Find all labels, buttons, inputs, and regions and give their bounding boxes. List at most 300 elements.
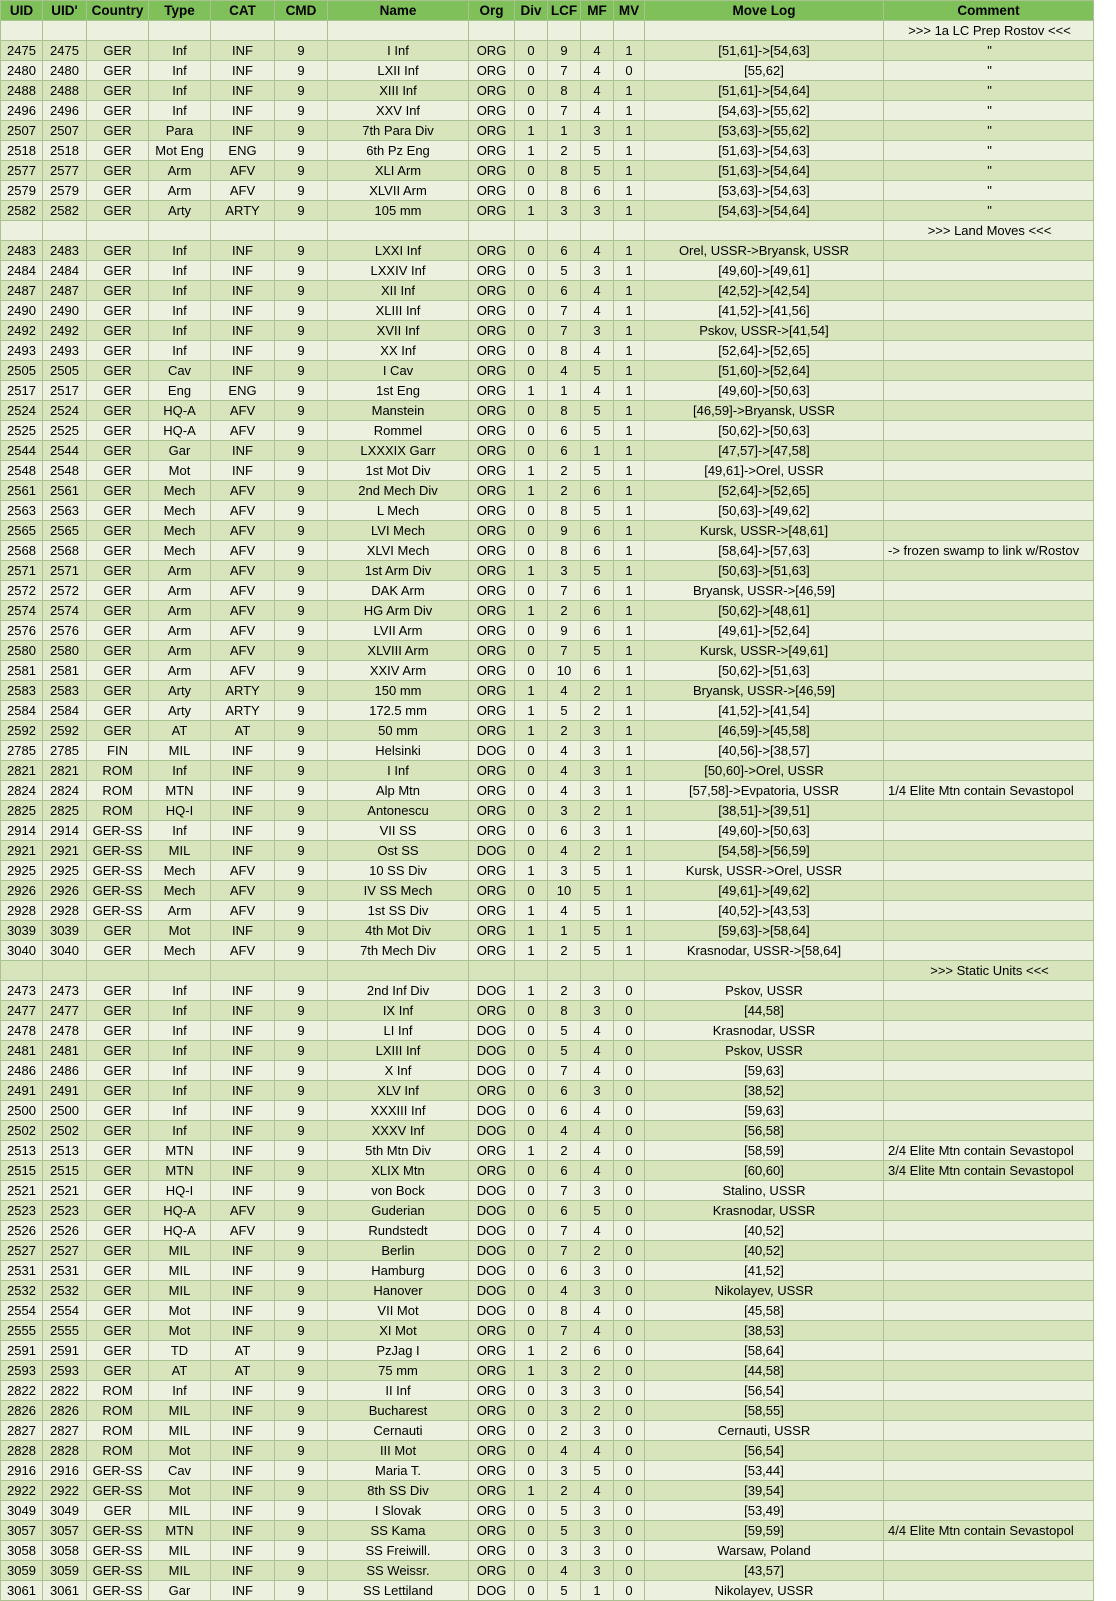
cell-comment[interactable] bbox=[884, 741, 1094, 761]
cell-uid[interactable]: 2921 bbox=[1, 841, 43, 861]
cell-mv[interactable]: 1 bbox=[614, 681, 645, 701]
cell-country[interactable]: GER bbox=[87, 981, 149, 1001]
cell-cat[interactable]: AFV bbox=[211, 541, 275, 561]
cell-div[interactable]: 1 bbox=[515, 461, 548, 481]
cell-org[interactable]: ORG bbox=[469, 1081, 515, 1101]
cell-org[interactable]: ORG bbox=[469, 1441, 515, 1461]
cell-mv[interactable]: 1 bbox=[614, 441, 645, 461]
cell-cat[interactable]: AT bbox=[211, 1361, 275, 1381]
cell-type[interactable]: Inf bbox=[149, 281, 211, 301]
cell-move-log[interactable]: [54,63]->[54,64] bbox=[645, 201, 884, 221]
cell-lcf[interactable]: 9 bbox=[548, 41, 581, 61]
cell-cat[interactable]: INF bbox=[211, 1581, 275, 1601]
cell-uid-prime[interactable]: 2591 bbox=[43, 1341, 87, 1361]
cell-uid[interactable]: 2592 bbox=[1, 721, 43, 741]
cell-cmd[interactable] bbox=[275, 961, 328, 981]
cell-mv[interactable] bbox=[614, 21, 645, 41]
cell-type[interactable]: MIL bbox=[149, 1281, 211, 1301]
cell-mf[interactable]: 4 bbox=[581, 1161, 614, 1181]
cell-move-log[interactable]: [40,52] bbox=[645, 1221, 884, 1241]
cell-country[interactable]: GER bbox=[87, 1361, 149, 1381]
cell-move-log[interactable]: [38,53] bbox=[645, 1321, 884, 1341]
cell-div[interactable]: 0 bbox=[515, 1441, 548, 1461]
cell-move-log[interactable]: [49,61]->[49,62] bbox=[645, 881, 884, 901]
cell-name[interactable]: 105 mm bbox=[328, 201, 469, 221]
cell-cat[interactable]: INF bbox=[211, 1401, 275, 1421]
cell-div[interactable]: 1 bbox=[515, 1341, 548, 1361]
cell-mf[interactable]: 3 bbox=[581, 1561, 614, 1581]
cell-cmd[interactable]: 9 bbox=[275, 201, 328, 221]
cell-mf[interactable]: 5 bbox=[581, 901, 614, 921]
cell-cat[interactable]: INF bbox=[211, 321, 275, 341]
cell-lcf[interactable]: 6 bbox=[548, 821, 581, 841]
cell-lcf[interactable]: 5 bbox=[548, 1581, 581, 1601]
cell-uid[interactable]: 3040 bbox=[1, 941, 43, 961]
cell-cat[interactable]: AFV bbox=[211, 661, 275, 681]
cell-cmd[interactable]: 9 bbox=[275, 981, 328, 1001]
cell-mv[interactable]: 1 bbox=[614, 241, 645, 261]
cell-div[interactable]: 0 bbox=[515, 61, 548, 81]
cell-div[interactable]: 0 bbox=[515, 101, 548, 121]
cell-country[interactable]: GER bbox=[87, 1301, 149, 1321]
cell-comment[interactable] bbox=[884, 481, 1094, 501]
cell-uid[interactable]: 2523 bbox=[1, 1201, 43, 1221]
cell-move-log[interactable]: Krasnodar, USSR bbox=[645, 1201, 884, 1221]
cell-cat[interactable]: INF bbox=[211, 1281, 275, 1301]
cell-cat[interactable]: INF bbox=[211, 801, 275, 821]
cell-cat[interactable]: INF bbox=[211, 1121, 275, 1141]
cell-cmd[interactable]: 9 bbox=[275, 181, 328, 201]
cell-comment[interactable] bbox=[884, 521, 1094, 541]
cell-mv[interactable]: 1 bbox=[614, 901, 645, 921]
cell-cat[interactable]: INF bbox=[211, 441, 275, 461]
cell-div[interactable]: 0 bbox=[515, 1101, 548, 1121]
cell-org[interactable]: ORG bbox=[469, 1521, 515, 1541]
cell-comment[interactable] bbox=[884, 1321, 1094, 1341]
cell-comment[interactable] bbox=[884, 1061, 1094, 1081]
cell-cat[interactable]: INF bbox=[211, 921, 275, 941]
cell-mf[interactable]: 4 bbox=[581, 1101, 614, 1121]
cell-name[interactable]: Hanover bbox=[328, 1281, 469, 1301]
cell-type[interactable]: MTN bbox=[149, 781, 211, 801]
cell-comment[interactable] bbox=[884, 841, 1094, 861]
cell-comment[interactable] bbox=[884, 1581, 1094, 1601]
cell-uid[interactable]: 2785 bbox=[1, 741, 43, 761]
cell-move-log[interactable] bbox=[645, 961, 884, 981]
cell-type[interactable]: Mot bbox=[149, 1321, 211, 1341]
cell-country[interactable]: ROM bbox=[87, 1421, 149, 1441]
cell-org[interactable]: DOG bbox=[469, 1201, 515, 1221]
cell-lcf[interactable]: 7 bbox=[548, 101, 581, 121]
cell-uid[interactable]: 3057 bbox=[1, 1521, 43, 1541]
cell-move-log[interactable]: [46,59]->[45,58] bbox=[645, 721, 884, 741]
cell-uid[interactable]: 2822 bbox=[1, 1381, 43, 1401]
cell-mv[interactable]: 1 bbox=[614, 941, 645, 961]
cell-cat[interactable]: INF bbox=[211, 981, 275, 1001]
cell-move-log[interactable]: [49,61]->Orel, USSR bbox=[645, 461, 884, 481]
cell-uid-prime[interactable]: 2521 bbox=[43, 1181, 87, 1201]
cell-cmd[interactable]: 9 bbox=[275, 161, 328, 181]
cell-mv[interactable]: 1 bbox=[614, 741, 645, 761]
cell-name[interactable]: VII Mot bbox=[328, 1301, 469, 1321]
cell-uid[interactable]: 2825 bbox=[1, 801, 43, 821]
cell-name[interactable]: 1st Eng bbox=[328, 381, 469, 401]
cell-comment[interactable]: " bbox=[884, 181, 1094, 201]
cell-comment[interactable] bbox=[884, 821, 1094, 841]
cell-type[interactable]: MIL bbox=[149, 1541, 211, 1561]
cell-name[interactable]: XLVIII Arm bbox=[328, 641, 469, 661]
cell-country[interactable]: GER-SS bbox=[87, 1541, 149, 1561]
cell-uid-prime[interactable]: 2523 bbox=[43, 1201, 87, 1221]
cell-cmd[interactable]: 9 bbox=[275, 1321, 328, 1341]
cell-name[interactable]: XII Inf bbox=[328, 281, 469, 301]
cell-name[interactable]: 5th Mtn Div bbox=[328, 1141, 469, 1161]
cell-country[interactable]: GER-SS bbox=[87, 1461, 149, 1481]
cell-mf[interactable]: 5 bbox=[581, 881, 614, 901]
cell-mf[interactable]: 3 bbox=[581, 1421, 614, 1441]
col-header-div[interactable]: Div bbox=[515, 1, 548, 21]
cell-cat[interactable]: INF bbox=[211, 121, 275, 141]
cell-div[interactable]: 0 bbox=[515, 261, 548, 281]
cell-comment[interactable] bbox=[884, 661, 1094, 681]
cell-uid[interactable]: 2532 bbox=[1, 1281, 43, 1301]
cell-div[interactable]: 1 bbox=[515, 701, 548, 721]
cell-div[interactable]: 1 bbox=[515, 381, 548, 401]
cell-move-log[interactable]: [41,52]->[41,54] bbox=[645, 701, 884, 721]
cell-mf[interactable]: 2 bbox=[581, 841, 614, 861]
cell-mv[interactable]: 1 bbox=[614, 861, 645, 881]
cell-comment[interactable] bbox=[884, 501, 1094, 521]
cell-country[interactable]: GER-SS bbox=[87, 841, 149, 861]
cell-lcf[interactable]: 3 bbox=[548, 1361, 581, 1381]
cell-type[interactable]: Mech bbox=[149, 541, 211, 561]
cell-lcf[interactable]: 4 bbox=[548, 1561, 581, 1581]
cell-name[interactable]: 6th Pz Eng bbox=[328, 141, 469, 161]
cell-lcf[interactable]: 4 bbox=[548, 761, 581, 781]
cell-mf[interactable]: 3 bbox=[581, 1001, 614, 1021]
cell-uid-prime[interactable]: 2574 bbox=[43, 601, 87, 621]
cell-cat[interactable] bbox=[211, 221, 275, 241]
cell-country[interactable]: GER bbox=[87, 541, 149, 561]
cell-name[interactable]: Hamburg bbox=[328, 1261, 469, 1281]
cell-cmd[interactable]: 9 bbox=[275, 541, 328, 561]
cell-move-log[interactable]: Kursk, USSR->[49,61] bbox=[645, 641, 884, 661]
cell-cmd[interactable]: 9 bbox=[275, 721, 328, 741]
cell-cat[interactable]: INF bbox=[211, 1561, 275, 1581]
cell-comment[interactable] bbox=[884, 861, 1094, 881]
cell-cat[interactable]: INF bbox=[211, 1461, 275, 1481]
cell-name[interactable]: IX Inf bbox=[328, 1001, 469, 1021]
cell-type[interactable]: Arty bbox=[149, 701, 211, 721]
cell-mv[interactable]: 0 bbox=[614, 61, 645, 81]
cell-mv[interactable]: 1 bbox=[614, 181, 645, 201]
cell-country[interactable]: GER bbox=[87, 701, 149, 721]
cell-org[interactable]: ORG bbox=[469, 121, 515, 141]
cell-cat[interactable]: INF bbox=[211, 281, 275, 301]
cell-org[interactable]: ORG bbox=[469, 1141, 515, 1161]
cell-div[interactable]: 0 bbox=[515, 501, 548, 521]
cell-type[interactable]: Inf bbox=[149, 1081, 211, 1101]
cell-cmd[interactable]: 9 bbox=[275, 1041, 328, 1061]
cell-country[interactable]: GER bbox=[87, 1141, 149, 1161]
cell-mf[interactable]: 1 bbox=[581, 441, 614, 461]
cell-uid-prime[interactable]: 2477 bbox=[43, 1001, 87, 1021]
cell-cat[interactable]: INF bbox=[211, 1521, 275, 1541]
cell-country[interactable]: GER bbox=[87, 1321, 149, 1341]
cell-org[interactable]: ORG bbox=[469, 641, 515, 661]
cell-uid[interactable]: 2492 bbox=[1, 321, 43, 341]
cell-cmd[interactable]: 9 bbox=[275, 441, 328, 461]
cell-comment[interactable] bbox=[884, 1001, 1094, 1021]
cell-name[interactable] bbox=[328, 221, 469, 241]
cell-mv[interactable]: 1 bbox=[614, 561, 645, 581]
cell-type[interactable]: Mech bbox=[149, 521, 211, 541]
cell-move-log[interactable]: Bryansk, USSR->[46,59] bbox=[645, 681, 884, 701]
cell-uid[interactable]: 2484 bbox=[1, 261, 43, 281]
cell-uid[interactable]: 2544 bbox=[1, 441, 43, 461]
cell-country[interactable]: GER bbox=[87, 1021, 149, 1041]
cell-uid[interactable]: 2565 bbox=[1, 521, 43, 541]
cell-uid-prime[interactable]: 2579 bbox=[43, 181, 87, 201]
cell-lcf[interactable]: 5 bbox=[548, 701, 581, 721]
cell-lcf[interactable]: 2 bbox=[548, 141, 581, 161]
cell-org[interactable]: ORG bbox=[469, 101, 515, 121]
cell-comment[interactable] bbox=[884, 1541, 1094, 1561]
cell-cat[interactable]: INF bbox=[211, 1501, 275, 1521]
cell-move-log[interactable]: [51,63]->[54,63] bbox=[645, 141, 884, 161]
cell-lcf[interactable]: 2 bbox=[548, 1481, 581, 1501]
cell-cmd[interactable]: 9 bbox=[275, 701, 328, 721]
cell-cat[interactable]: INF bbox=[211, 1181, 275, 1201]
cell-country[interactable]: FIN bbox=[87, 741, 149, 761]
cell-type[interactable]: HQ-A bbox=[149, 401, 211, 421]
cell-country[interactable]: GER bbox=[87, 1241, 149, 1261]
cell-mv[interactable]: 0 bbox=[614, 1101, 645, 1121]
cell-uid-prime[interactable]: 2484 bbox=[43, 261, 87, 281]
cell-mf[interactable]: 2 bbox=[581, 801, 614, 821]
cell-country[interactable]: GER bbox=[87, 241, 149, 261]
cell-type[interactable]: HQ-A bbox=[149, 1221, 211, 1241]
cell-country[interactable]: GER bbox=[87, 81, 149, 101]
cell-move-log[interactable]: [54,58]->[56,59] bbox=[645, 841, 884, 861]
cell-comment[interactable] bbox=[884, 981, 1094, 1001]
cell-comment[interactable] bbox=[884, 1401, 1094, 1421]
cell-cat[interactable]: INF bbox=[211, 81, 275, 101]
cell-lcf[interactable]: 2 bbox=[548, 721, 581, 741]
cell-name[interactable]: LVI Mech bbox=[328, 521, 469, 541]
cell-org[interactable]: ORG bbox=[469, 881, 515, 901]
cell-org[interactable]: ORG bbox=[469, 1421, 515, 1441]
cell-uid[interactable]: 2486 bbox=[1, 1061, 43, 1081]
cell-country[interactable]: GER bbox=[87, 721, 149, 741]
cell-org[interactable]: DOG bbox=[469, 1221, 515, 1241]
cell-move-log[interactable]: [38,51]->[39,51] bbox=[645, 801, 884, 821]
cell-uid[interactable]: 2824 bbox=[1, 781, 43, 801]
cell-org[interactable]: ORG bbox=[469, 581, 515, 601]
cell-type[interactable]: Gar bbox=[149, 1581, 211, 1601]
cell-move-log[interactable]: [49,60]->[50,63] bbox=[645, 821, 884, 841]
cell-country[interactable]: GER bbox=[87, 481, 149, 501]
cell-cmd[interactable]: 9 bbox=[275, 681, 328, 701]
cell-comment[interactable] bbox=[884, 281, 1094, 301]
cell-move-log[interactable]: [40,52] bbox=[645, 1241, 884, 1261]
cell-cmd[interactable]: 9 bbox=[275, 641, 328, 661]
cell-uid-prime[interactable]: 2480 bbox=[43, 61, 87, 81]
cell-div[interactable]: 0 bbox=[515, 841, 548, 861]
cell-uid-prime[interactable]: 3058 bbox=[43, 1541, 87, 1561]
cell-mf[interactable]: 6 bbox=[581, 541, 614, 561]
cell-lcf[interactable]: 2 bbox=[548, 1341, 581, 1361]
cell-comment[interactable] bbox=[884, 1121, 1094, 1141]
cell-mv[interactable]: 0 bbox=[614, 1261, 645, 1281]
cell-org[interactable]: ORG bbox=[469, 401, 515, 421]
cell-name[interactable]: DAK Arm bbox=[328, 581, 469, 601]
cell-uid-prime[interactable]: 2532 bbox=[43, 1281, 87, 1301]
cell-mf[interactable]: 4 bbox=[581, 1301, 614, 1321]
cell-cmd[interactable]: 9 bbox=[275, 581, 328, 601]
cell-uid[interactable]: 2926 bbox=[1, 881, 43, 901]
cell-type[interactable]: Arm bbox=[149, 641, 211, 661]
cell-uid-prime[interactable]: 3061 bbox=[43, 1581, 87, 1601]
cell-mv[interactable]: 1 bbox=[614, 281, 645, 301]
cell-uid-prime[interactable] bbox=[43, 21, 87, 41]
cell-cmd[interactable]: 9 bbox=[275, 521, 328, 541]
cell-lcf[interactable]: 1 bbox=[548, 121, 581, 141]
cell-uid-prime[interactable]: 2517 bbox=[43, 381, 87, 401]
cell-org[interactable]: DOG bbox=[469, 1181, 515, 1201]
cell-type[interactable]: Inf bbox=[149, 1381, 211, 1401]
cell-cat[interactable]: INF bbox=[211, 1321, 275, 1341]
cell-uid-prime[interactable]: 2487 bbox=[43, 281, 87, 301]
cell-org[interactable]: ORG bbox=[469, 461, 515, 481]
cell-cat[interactable]: INF bbox=[211, 761, 275, 781]
cell-name[interactable]: SS Freiwill. bbox=[328, 1541, 469, 1561]
cell-uid-prime[interactable]: 2488 bbox=[43, 81, 87, 101]
cell-mf[interactable]: 5 bbox=[581, 1461, 614, 1481]
cell-lcf[interactable]: 8 bbox=[548, 401, 581, 421]
cell-div[interactable]: 1 bbox=[515, 681, 548, 701]
cell-mv[interactable]: 0 bbox=[614, 1001, 645, 1021]
cell-comment[interactable]: " bbox=[884, 81, 1094, 101]
cell-mf[interactable] bbox=[581, 961, 614, 981]
cell-mf[interactable]: 4 bbox=[581, 1041, 614, 1061]
cell-uid-prime[interactable]: 2582 bbox=[43, 201, 87, 221]
cell-org[interactable]: ORG bbox=[469, 141, 515, 161]
cell-comment[interactable]: " bbox=[884, 41, 1094, 61]
cell-lcf[interactable]: 6 bbox=[548, 1201, 581, 1221]
cell-org[interactable]: ORG bbox=[469, 81, 515, 101]
cell-org[interactable]: DOG bbox=[469, 1041, 515, 1061]
cell-mv[interactable]: 1 bbox=[614, 781, 645, 801]
cell-move-log[interactable]: Pskov, USSR->[41,54] bbox=[645, 321, 884, 341]
cell-name[interactable]: I Slovak bbox=[328, 1501, 469, 1521]
cell-lcf[interactable]: 6 bbox=[548, 1161, 581, 1181]
cell-org[interactable]: ORG bbox=[469, 601, 515, 621]
cell-name[interactable]: X Inf bbox=[328, 1061, 469, 1081]
cell-cmd[interactable]: 9 bbox=[275, 501, 328, 521]
cell-cmd[interactable]: 9 bbox=[275, 1481, 328, 1501]
cell-div[interactable]: 0 bbox=[515, 1581, 548, 1601]
cell-org[interactable]: ORG bbox=[469, 701, 515, 721]
cell-uid[interactable]: 2826 bbox=[1, 1401, 43, 1421]
cell-name[interactable]: XI Mot bbox=[328, 1321, 469, 1341]
cell-mv[interactable]: 0 bbox=[614, 1461, 645, 1481]
cell-comment[interactable]: 4/4 Elite Mtn contain Sevastopol bbox=[884, 1521, 1094, 1541]
cell-country[interactable]: GER bbox=[87, 1041, 149, 1061]
cell-uid[interactable]: 2568 bbox=[1, 541, 43, 561]
cell-uid-prime[interactable]: 2515 bbox=[43, 1161, 87, 1181]
cell-div[interactable] bbox=[515, 221, 548, 241]
cell-comment[interactable]: " bbox=[884, 121, 1094, 141]
cell-div[interactable]: 0 bbox=[515, 1301, 548, 1321]
cell-lcf[interactable]: 6 bbox=[548, 441, 581, 461]
cell-comment[interactable] bbox=[884, 321, 1094, 341]
cell-div[interactable]: 0 bbox=[515, 541, 548, 561]
cell-mv[interactable]: 1 bbox=[614, 141, 645, 161]
cell-uid-prime[interactable]: 3057 bbox=[43, 1521, 87, 1541]
cell-cat[interactable]: INF bbox=[211, 461, 275, 481]
cell-type[interactable]: Mech bbox=[149, 861, 211, 881]
cell-div[interactable]: 1 bbox=[515, 861, 548, 881]
cell-lcf[interactable]: 7 bbox=[548, 301, 581, 321]
cell-org[interactable]: ORG bbox=[469, 321, 515, 341]
cell-org[interactable]: ORG bbox=[469, 1361, 515, 1381]
cell-div[interactable]: 1 bbox=[515, 1141, 548, 1161]
cell-div[interactable]: 0 bbox=[515, 621, 548, 641]
cell-cat[interactable]: AFV bbox=[211, 1201, 275, 1221]
cell-country[interactable]: GER bbox=[87, 1181, 149, 1201]
cell-cat[interactable]: INF bbox=[211, 301, 275, 321]
cell-type[interactable]: Mot bbox=[149, 921, 211, 941]
cell-uid[interactable]: 2483 bbox=[1, 241, 43, 261]
cell-comment[interactable] bbox=[884, 1261, 1094, 1281]
cell-country[interactable]: GER bbox=[87, 661, 149, 681]
col-header-uid-prime[interactable]: UID' bbox=[43, 1, 87, 21]
cell-type[interactable]: AT bbox=[149, 721, 211, 741]
cell-lcf[interactable]: 7 bbox=[548, 1181, 581, 1201]
cell-org[interactable]: ORG bbox=[469, 1541, 515, 1561]
cell-uid[interactable]: 2916 bbox=[1, 1461, 43, 1481]
cell-mf[interactable]: 5 bbox=[581, 941, 614, 961]
cell-move-log[interactable]: [39,54] bbox=[645, 1481, 884, 1501]
cell-mf[interactable]: 6 bbox=[581, 661, 614, 681]
cell-type[interactable]: Mech bbox=[149, 881, 211, 901]
cell-lcf[interactable]: 5 bbox=[548, 1021, 581, 1041]
cell-cmd[interactable]: 9 bbox=[275, 261, 328, 281]
cell-cmd[interactable]: 9 bbox=[275, 381, 328, 401]
cell-comment[interactable] bbox=[884, 241, 1094, 261]
cell-comment[interactable] bbox=[884, 1561, 1094, 1581]
cell-div[interactable] bbox=[515, 961, 548, 981]
cell-comment[interactable]: " bbox=[884, 101, 1094, 121]
cell-org[interactable]: DOG bbox=[469, 1021, 515, 1041]
cell-lcf[interactable]: 8 bbox=[548, 1001, 581, 1021]
cell-move-log[interactable]: [57,58]->Evpatoria, USSR bbox=[645, 781, 884, 801]
cell-country[interactable]: GER bbox=[87, 281, 149, 301]
cell-mv[interactable]: 1 bbox=[614, 661, 645, 681]
cell-lcf[interactable] bbox=[548, 21, 581, 41]
cell-mf[interactable]: 2 bbox=[581, 1361, 614, 1381]
cell-cmd[interactable]: 9 bbox=[275, 1301, 328, 1321]
cell-country[interactable]: GER bbox=[87, 421, 149, 441]
cell-uid-prime[interactable]: 2593 bbox=[43, 1361, 87, 1381]
cell-org[interactable]: ORG bbox=[469, 941, 515, 961]
cell-country[interactable]: GER bbox=[87, 1201, 149, 1221]
cell-country[interactable]: GER-SS bbox=[87, 901, 149, 921]
cell-lcf[interactable]: 3 bbox=[548, 1401, 581, 1421]
cell-org[interactable]: ORG bbox=[469, 421, 515, 441]
cell-div[interactable]: 0 bbox=[515, 781, 548, 801]
